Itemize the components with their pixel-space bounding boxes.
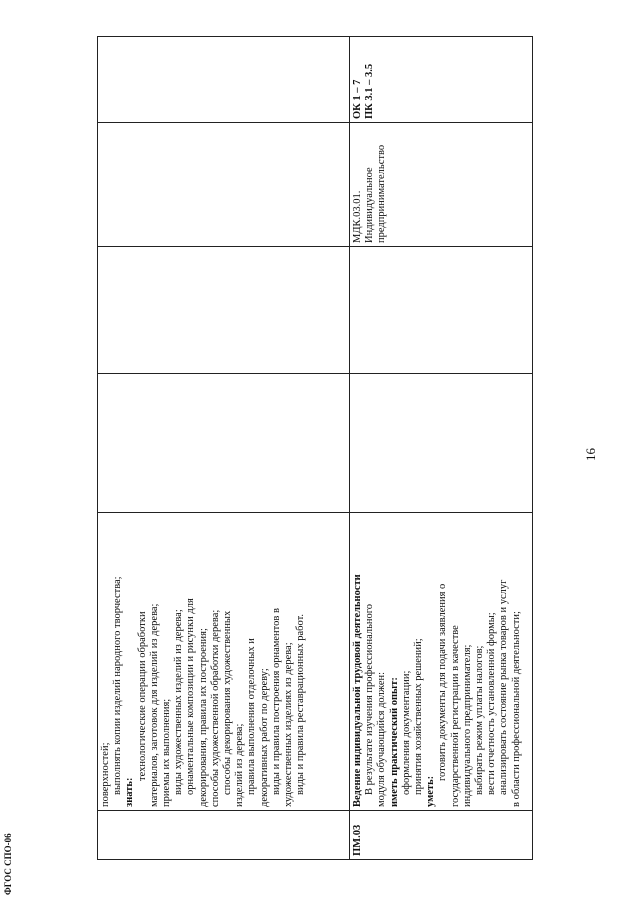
mdk-line: МДК.03.01. [352, 190, 363, 243]
content-line: В результате изучения профессионального [364, 603, 376, 795]
content-line: орнаментальные композиции и рисунки для [185, 598, 197, 795]
content-line: государственной регистрации в качестве [449, 625, 461, 807]
content-line: технологические операции обработки [136, 611, 148, 781]
row1-hours2-cell [98, 247, 350, 374]
content-line: декоративных работ по дереву; [258, 668, 270, 807]
row1-code-cell [98, 811, 350, 860]
content-line: правила выполнения отделочных и [246, 638, 258, 795]
row1-hours-cell [98, 374, 350, 513]
row2-mdk-cell [350, 123, 533, 247]
content-line: материалов, заготовок для изделий из дерева; [148, 603, 160, 807]
content-line: знать: [124, 777, 136, 807]
content-line: в области профессиональной деятельности; [510, 611, 522, 807]
mdk-line: предпринимательство [376, 144, 388, 243]
row1-content-cell [98, 513, 350, 811]
content-line: Ведение индивидуальной трудовой деятельности [352, 574, 363, 807]
content-line: вести отчетность установленной формы; [486, 612, 498, 795]
content-line: художественных изделиях из дерева; [283, 642, 295, 807]
content-line: способы декорирования художественных [222, 610, 234, 795]
content-line: готовить документы для подачи заявления о [437, 583, 449, 781]
row2-competencies-cell [350, 37, 533, 123]
content-line: выполнять копии изделий народного творчества; [112, 576, 124, 795]
content-line: иметь практический опыт: [388, 677, 400, 807]
row2-hours-cell [350, 374, 533, 513]
content-line: выбирать режим уплаты налогов; [474, 645, 486, 795]
content-line: приемы их выполнения; [161, 698, 173, 807]
content-line: виды и правила построения орнаментов в [270, 608, 282, 795]
content-line: виды и правила реставрационных работ. [295, 614, 307, 795]
standard-table [97, 36, 533, 860]
row2-hours2-cell [350, 247, 533, 374]
content-line: индивидуального предпринимателя; [461, 644, 473, 807]
content-line: изделий из дерева; [234, 723, 246, 807]
content-line: декорирования, правила их построения; [197, 628, 209, 807]
content-line: модуля обучающийся должен: [376, 671, 388, 807]
table-row-1 [98, 37, 350, 860]
content-line: оформления документации; [400, 670, 412, 795]
row2-code-cell: ПМ.03 [350, 811, 533, 860]
mdk-line: Индивидуальное [364, 167, 376, 243]
content-line: виды художественных изделий из дерева; [173, 609, 185, 795]
competency-line: ОК 1 – 7 [352, 79, 363, 119]
row1-mdk-cell [98, 123, 350, 247]
content-line: принятия хозяйственных решений; [413, 638, 425, 795]
table-row-2 [350, 37, 533, 860]
footer-label: ФГОС СПО-06 [3, 833, 13, 895]
content-line: уметь: [425, 775, 437, 807]
competency-line: ПК 3.1 – 3.5 [364, 63, 376, 119]
page-number: 16 [583, 448, 598, 461]
content-line: способы художественной обработки дерева; [209, 609, 221, 807]
content-line: анализировать состояние рынка товаров и услуг [498, 579, 510, 795]
row1-competencies-cell [98, 37, 350, 123]
content-line: поверхностей; [100, 742, 111, 807]
row2-content-cell [350, 513, 533, 811]
